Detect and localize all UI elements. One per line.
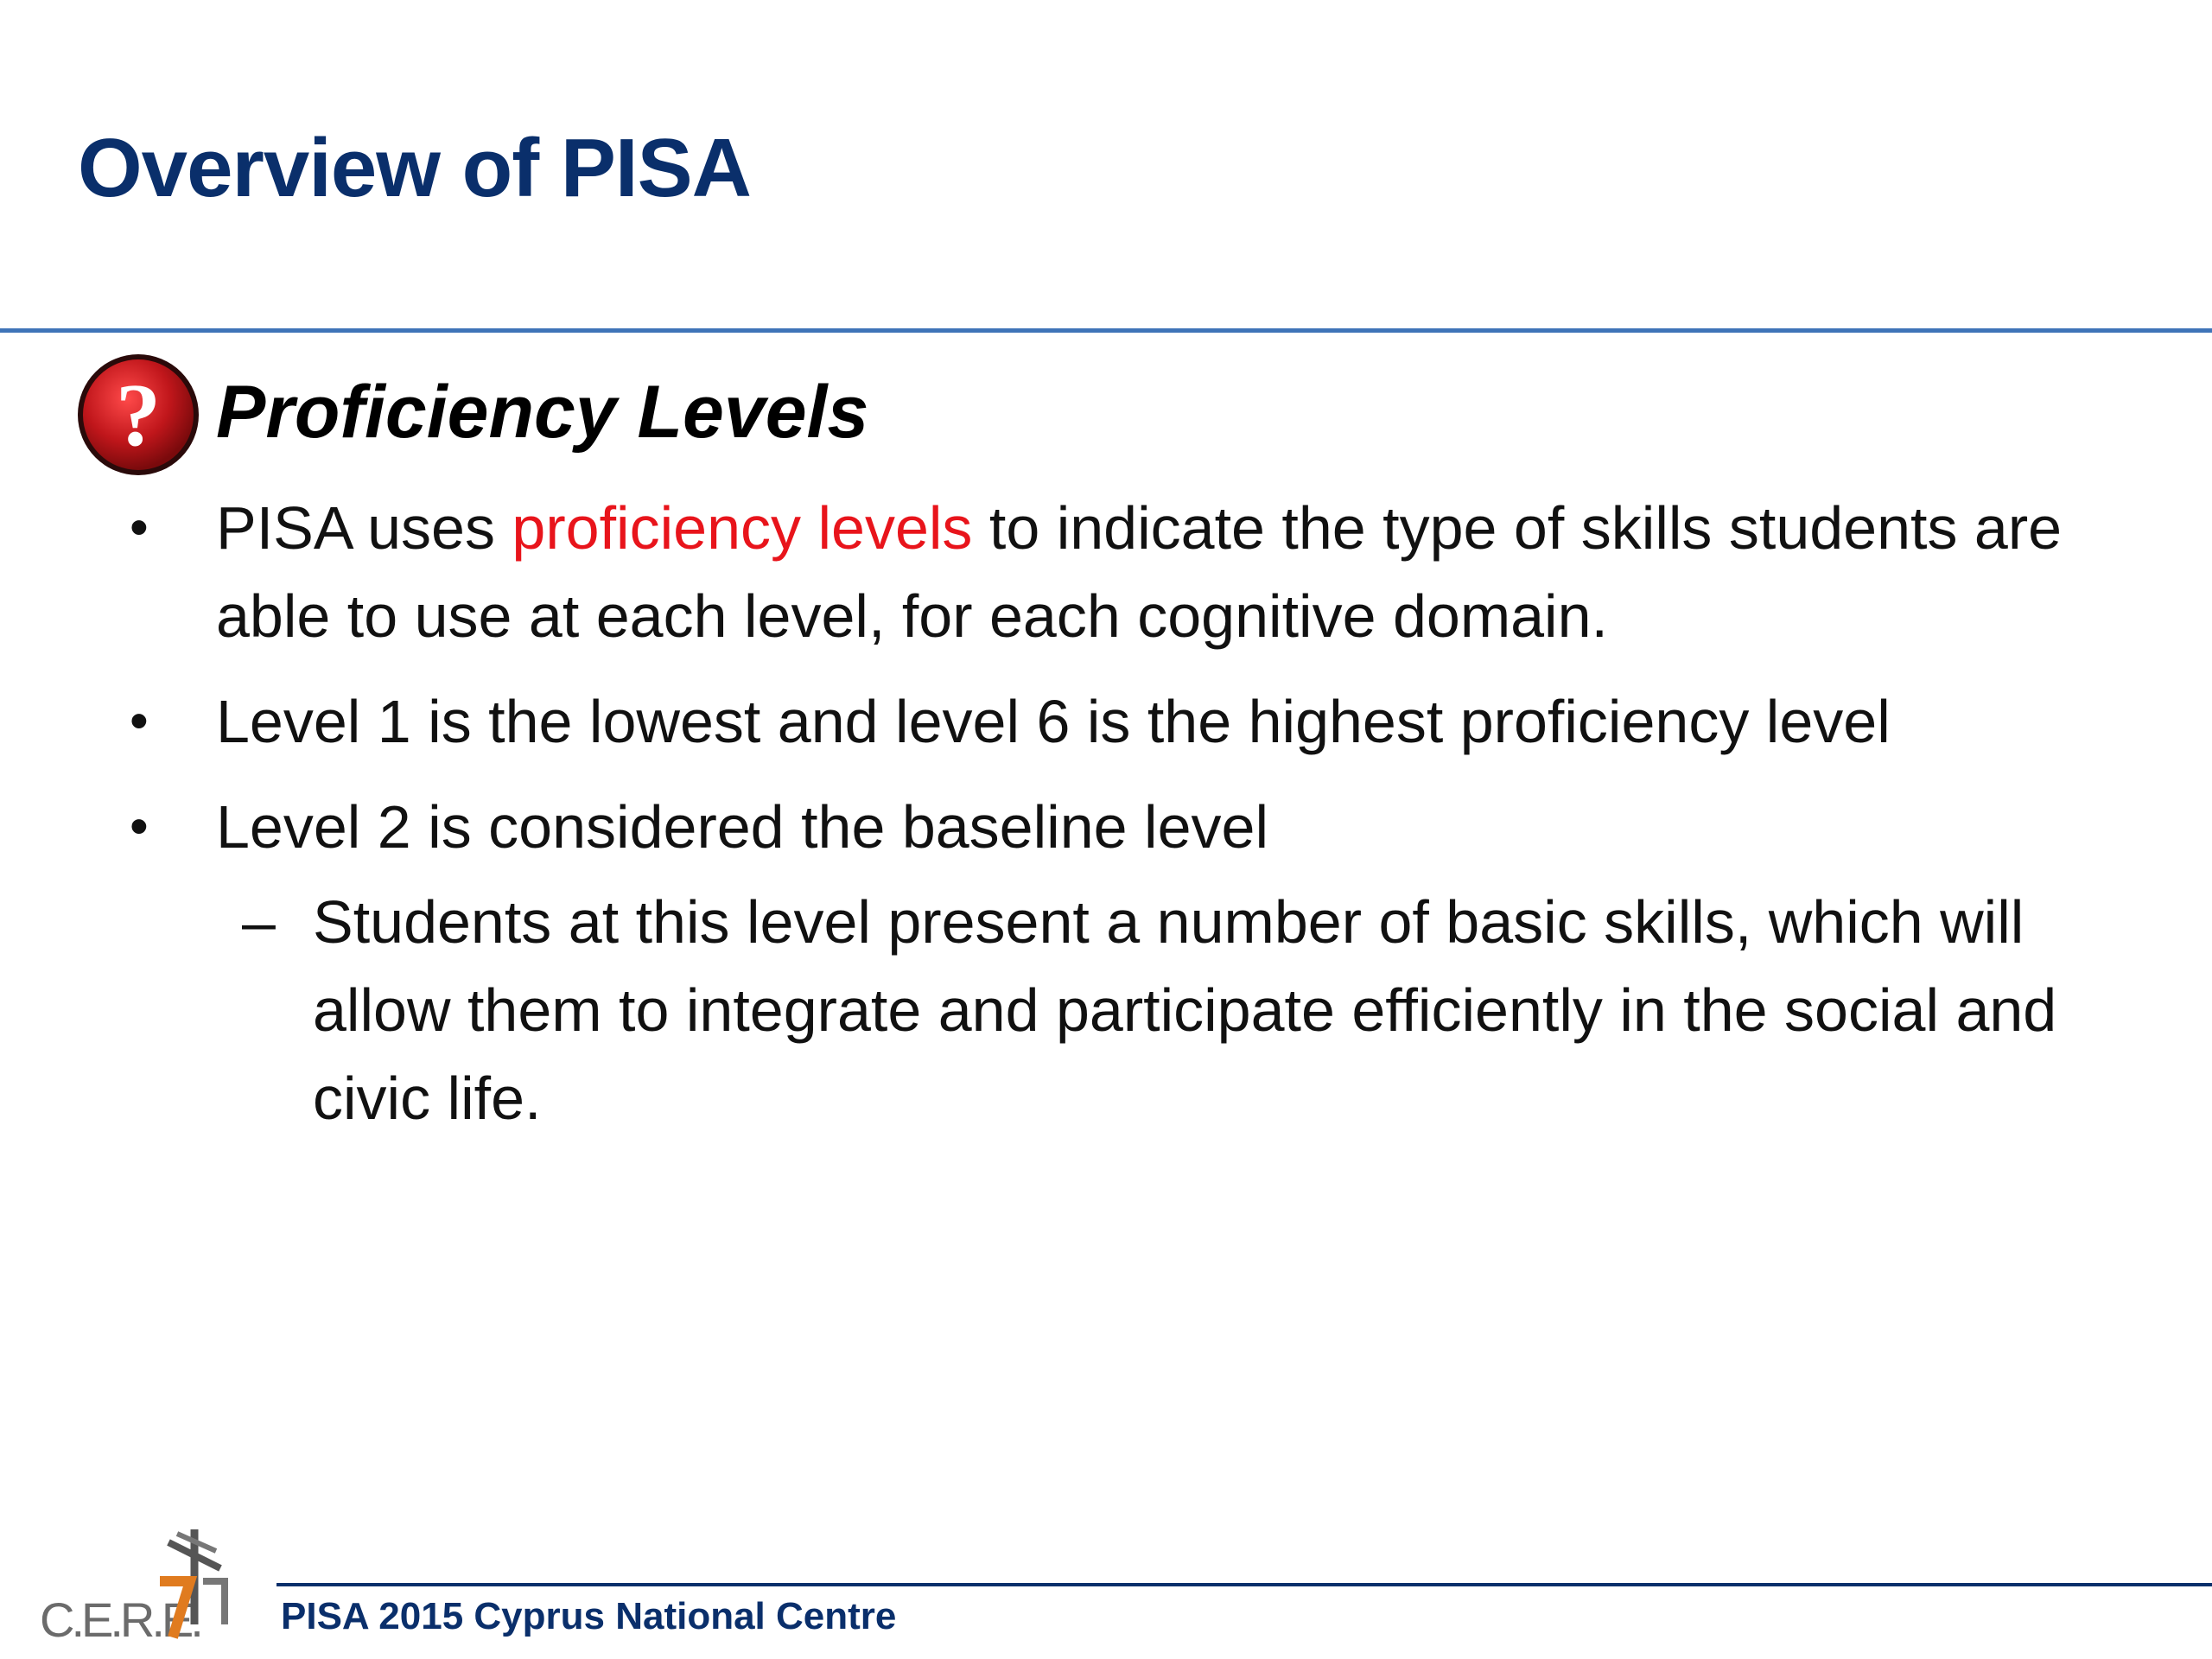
footer-divider xyxy=(276,1583,2212,1586)
sub-bullet-item xyxy=(242,878,2134,1142)
bullet-dot: • xyxy=(130,498,149,557)
bullet-item xyxy=(130,677,2134,766)
slide-title: Overview of PISA xyxy=(78,122,751,214)
svg-text:?: ? xyxy=(116,365,161,465)
footer-text: PISA 2015 Cyprus National Centre xyxy=(281,1595,897,1637)
bullet-list xyxy=(130,484,2134,1160)
bullet-dot: • xyxy=(130,797,149,856)
logo-text: C.E.R.E. xyxy=(40,1592,200,1647)
highlight-text: proficiency levels xyxy=(512,494,973,562)
question-mark-icon xyxy=(73,350,203,480)
bullet-item xyxy=(130,783,2134,1142)
bullet-item xyxy=(130,484,2134,660)
bullet-text: Level 1 is the lowest and level 6 is the highest proficiency level xyxy=(216,688,1891,755)
bullet-text-part: PISA uses xyxy=(216,494,512,562)
bullet-text: Level 2 is considered the baseline level xyxy=(216,793,1268,861)
bullet-dot: • xyxy=(130,691,149,751)
sub-bullet-text: Students at this level present a number of basic skills, which will allow them to integrate and participate efficiently in the social and civic life. xyxy=(313,888,2057,1132)
title-divider xyxy=(0,328,2212,333)
bullet-text-part: to indicate the type of skills students are able to use at each level, for each cognitive domain. xyxy=(216,494,2063,650)
section-heading: Proficiency Levels xyxy=(216,371,869,454)
sub-bullet-dash: – xyxy=(242,888,276,956)
bullet-text xyxy=(216,484,2134,660)
cere-logo xyxy=(35,1521,251,1650)
logo-mark-icon xyxy=(143,1521,246,1650)
